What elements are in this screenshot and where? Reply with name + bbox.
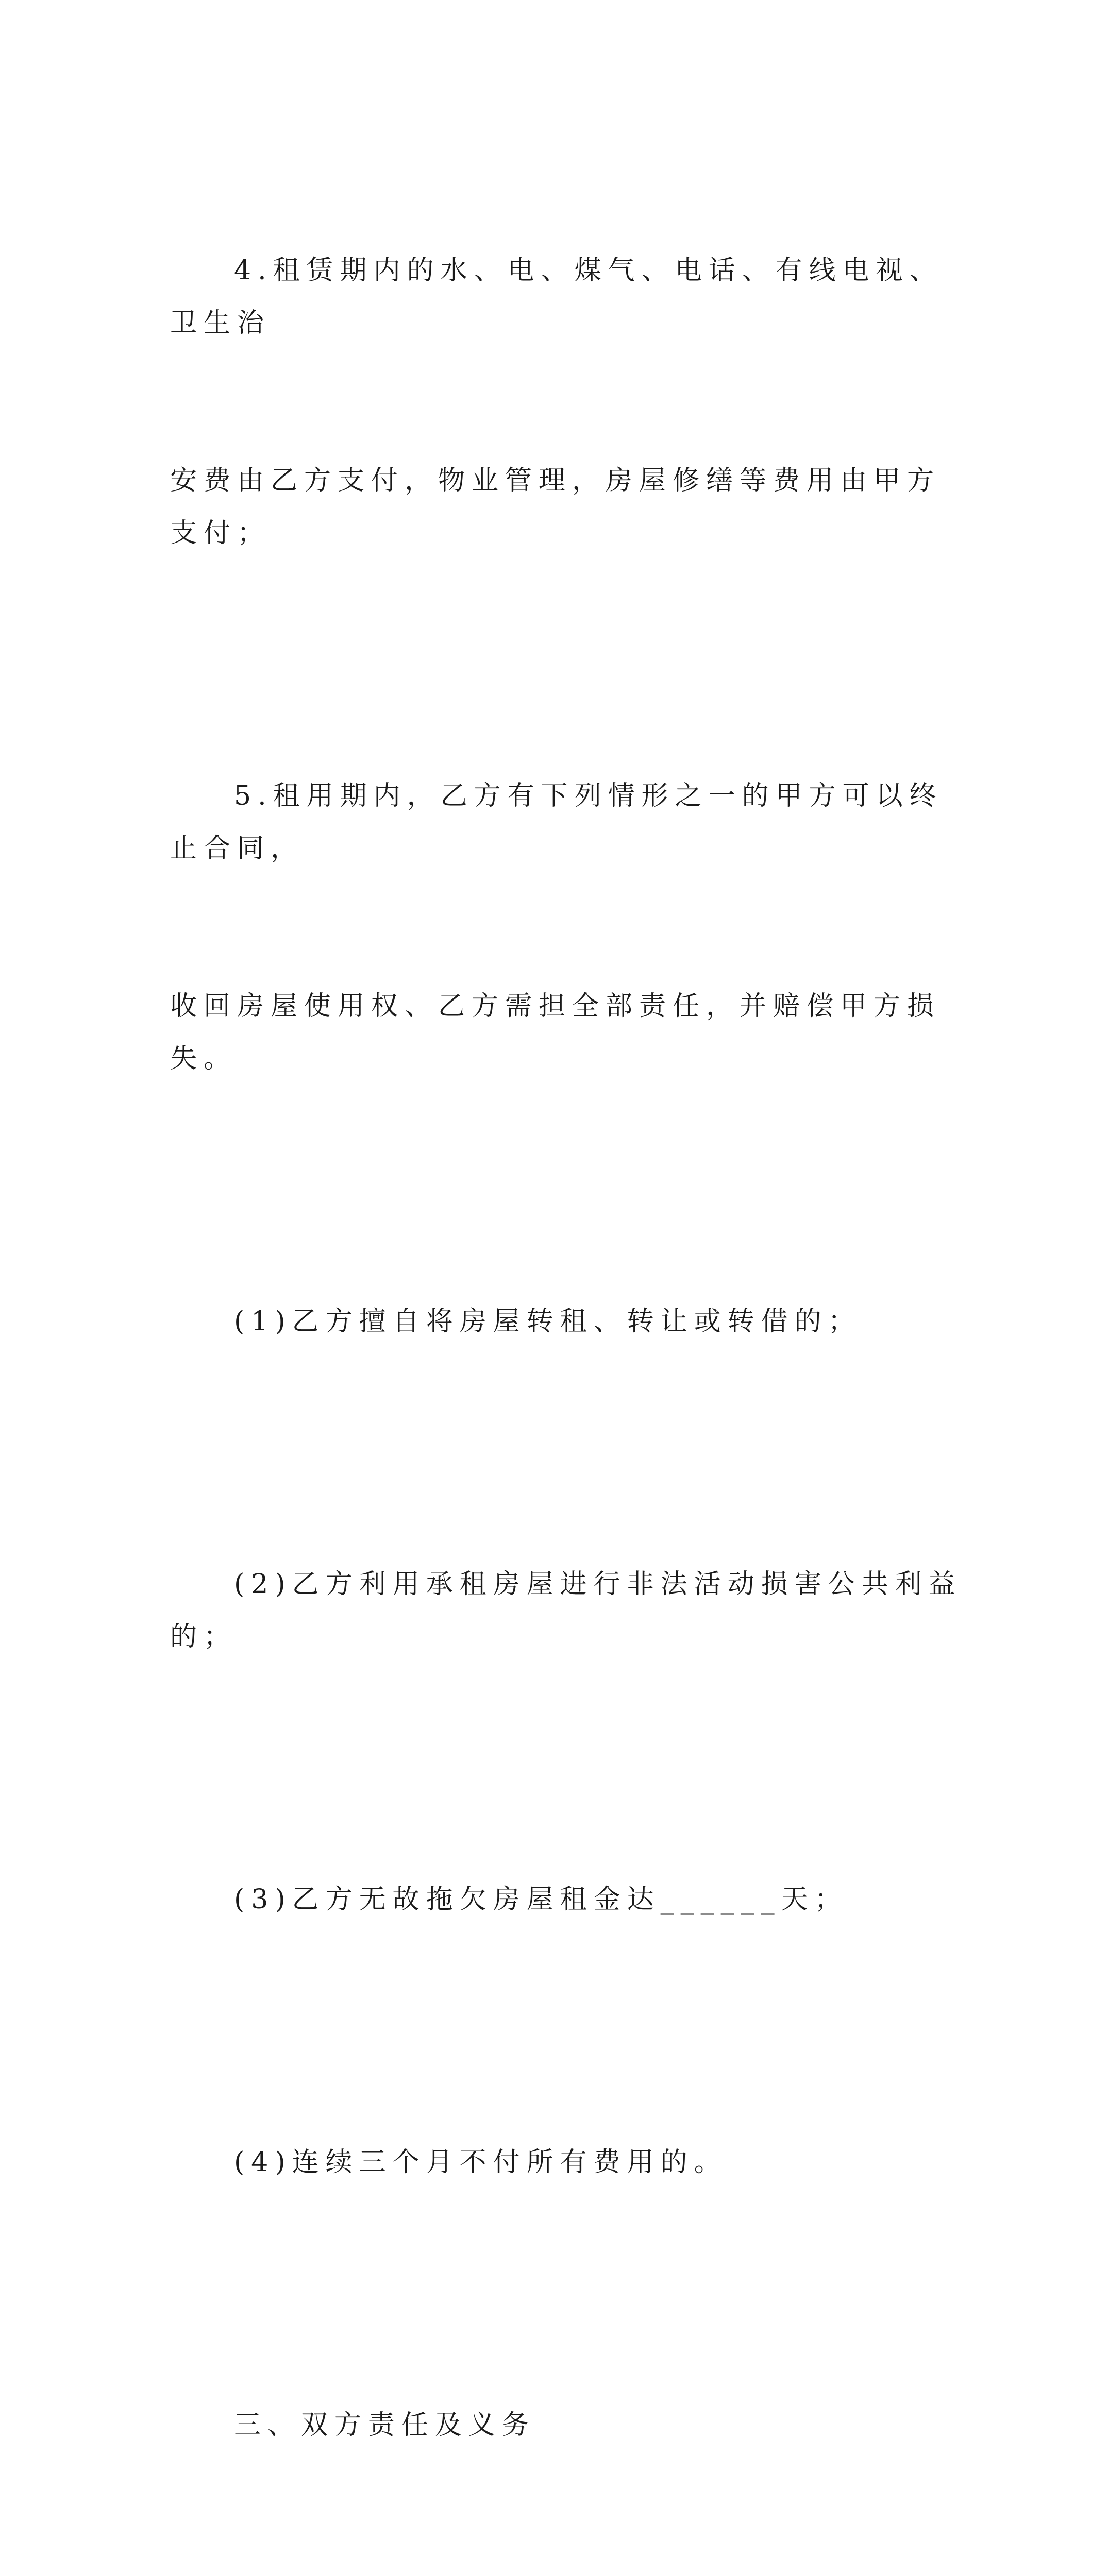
section-heading-responsibilities xyxy=(170,2294,964,2556)
sub-clause-1 xyxy=(170,1190,964,1453)
clause-5-termination xyxy=(170,665,964,1190)
paragraph-line: (2)乙方利用承租房屋进行非法活动损害公共利益的； xyxy=(170,1569,962,1652)
paragraph-line: 安费由乙方支付，物业管理，房屋修缮等费用由甲方支付； xyxy=(170,465,941,549)
duty-1 xyxy=(170,2556,964,2576)
paragraph-line: (1)乙方擅自将房屋转租、转让或转借的； xyxy=(234,1306,862,1337)
document-body xyxy=(170,139,964,2576)
sub-clause-2 xyxy=(170,1453,964,1768)
paragraph-line: 4.租赁期内的水、电、煤气、电话、有线电视、卫生治 xyxy=(170,255,943,338)
sub-clause-3 xyxy=(170,1768,964,2031)
paragraph-line: (4)连续三个月不付所有费用的。 xyxy=(234,2147,728,2178)
paragraph-line: 5.租用期内，乙方有下列情形之一的甲方可以终止合同， xyxy=(170,781,943,864)
section-title: 三、双方责任及义务 xyxy=(234,2410,536,2441)
sub-clause-4 xyxy=(170,2031,964,2294)
paragraph-line: (3)乙方无故拖欠房屋租金达______天； xyxy=(234,1884,848,1915)
paragraph-line: 收回房屋使用权、乙方需担全部责任，并赔偿甲方损失。 xyxy=(170,991,941,1074)
clause-4-utilities xyxy=(170,139,964,665)
